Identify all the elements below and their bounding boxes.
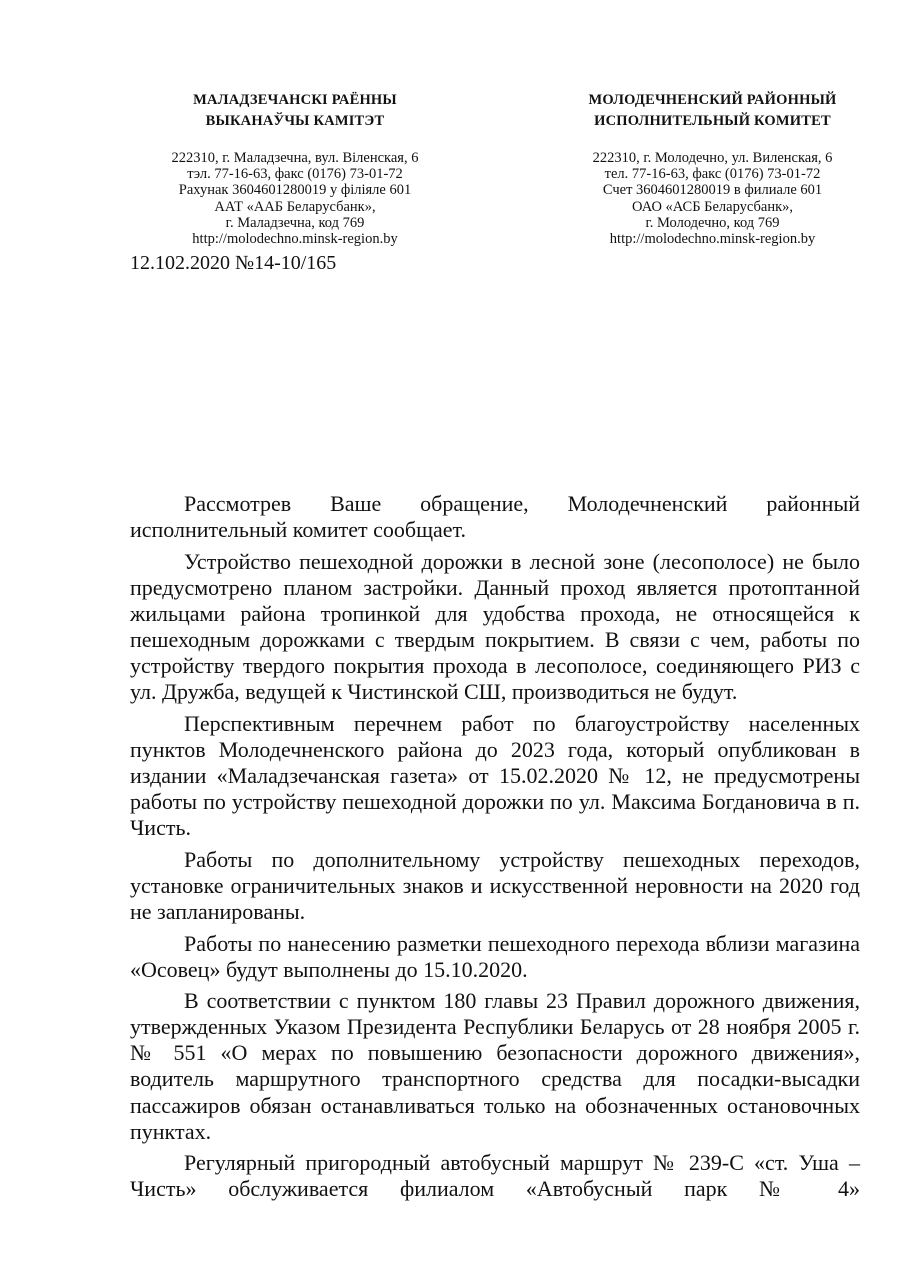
letterhead-belarusian	[130, 90, 460, 247]
paragraph: В соответствии с пунктом 180 главы 23 Правил дорожного движения, утвержденных Указом Президента Республики Беларусь от 28 ноября 2005 г. № 551 «О мерах по повышению безопасности дорожного движения», водитель маршрутного транспортного средства для посадки-высадки пассажиров обязан останавливаться только на обозначенных остановочных пунктах.	[130, 988, 860, 1144]
org-name-line1: МОЛОДЕЧНЕНСКИЙ РАЙОННЫЙ	[588, 92, 837, 108]
org-name-line2: ИСПОЛНИТЕЛЬНЫЙ КОМИТЕТ	[594, 113, 831, 129]
paragraph: Работы по дополнительному устройству пешеходных переходов, установке ограничительных знаков и искусственной неровности на 2020 год не запланированы.	[130, 846, 860, 924]
address-block	[130, 150, 460, 247]
letterhead-russian	[540, 90, 885, 247]
phone-line: тэл. 77-16-63, факс (0176) 73-01-72	[187, 166, 403, 183]
address-line: 222310, г. Молодечно, ул. Виленская, 6	[592, 150, 833, 166]
org-name-line1: МАЛАДЗЕЧАНСКІ РАЁННЫ	[193, 92, 397, 108]
address-block	[540, 150, 885, 247]
letter-body	[130, 491, 860, 1208]
paragraph: Рассмотрев Ваше обращение, Молодечненский районный исполнительный комитет сообщает.	[130, 491, 860, 543]
org-name-line2: ВЫКАНАЎЧЫ КАМІТЭТ	[205, 113, 385, 129]
paragraph: Перспективным перечнем работ по благоустройству населенных пунктов Молодечненского района до 2023 года, который опубликован в издании «Маладзечанская газета» от 15.02.2020 № 12, не предусмотрены работы по устройству пешеходной дорожки по ул. Максима Богдановича в п. Чисть.	[130, 710, 860, 841]
registration-number: 12.102.2020 №14-10/165	[130, 252, 337, 274]
paragraph: Регулярный пригородный автобусный маршрут № 239-С «ст. Уша – Чисть» обслуживается филиалом «Автобусный парк № 4»	[130, 1150, 860, 1202]
city-code-line: г. Маладзечна, код 769	[225, 214, 365, 231]
website-line: http://molodechno.minsk-region.by	[192, 231, 398, 248]
paragraph: Устройство пешеходной дорожки в лесной зоне (лесополосе) не было предусмотрено планом застройки. Данный проход является протоптанной жильцами района тропинкой для удобства прохода, не относящейся к пешеходным дорожками с твердым покрытием. В связи с чем, работы по устройству твердого покрытия прохода в лесополосе, соединяющего РИЗ с ул. Дружба, ведущей к Чистинской СШ, производиться не будут.	[130, 548, 860, 705]
account-line: Счет 3604601280019 в филиале 601	[602, 182, 823, 199]
phone-line: тел. 77-16-63, факс (0176) 73-01-72	[604, 166, 821, 183]
address-line: 222310, г. Маладзечна, вул. Віленская, 6	[171, 150, 419, 166]
city-code-line: г. Молодечно, код 769	[645, 214, 780, 231]
bank-line: ОАО «АСБ Беларусбанк»,	[631, 198, 794, 215]
bank-line: ААТ «ААБ Беларусбанк»,	[214, 198, 376, 215]
paragraph: Работы по нанесению разметки пешеходного перехода вблизи магазина «Осовец» будут выполнены до 15.10.2020.	[130, 930, 860, 982]
website-line: http://molodechno.minsk-region.by	[609, 231, 816, 248]
account-line: Рахунак 3604601280019 у філіяле 601	[178, 182, 412, 199]
